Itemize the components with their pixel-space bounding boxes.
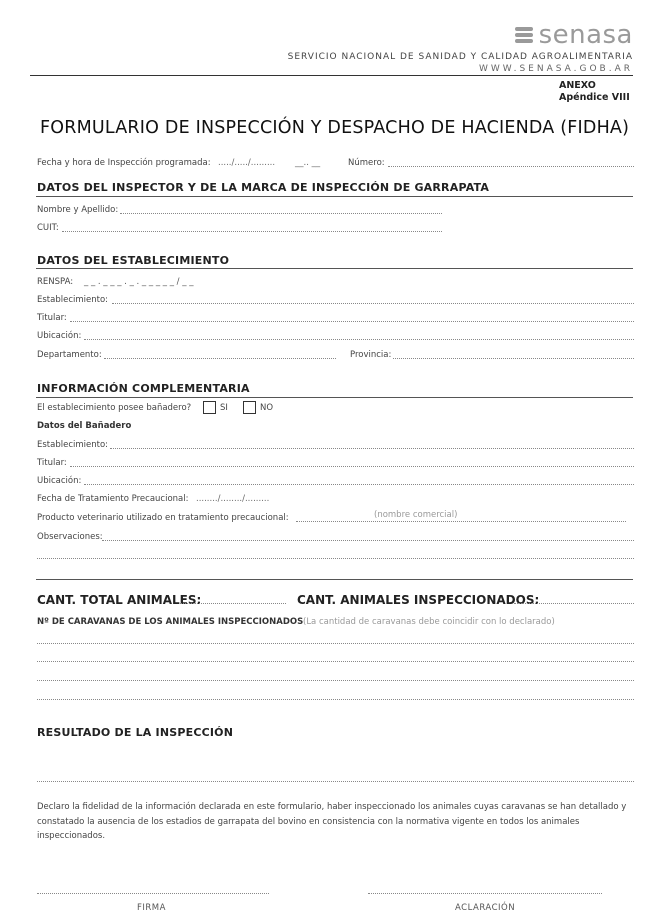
banadero-establishment-label: Establecimiento: — [37, 440, 109, 450]
number-label: Número: — [348, 158, 385, 168]
agency-name: SERVICIO NACIONAL DE SANIDAD Y CALIDAD AGROALIMENTARIA — [287, 52, 633, 62]
header-divider — [30, 75, 633, 76]
cuit-label: CUIT: — [37, 223, 59, 233]
caravanas-label: Nº DE CARAVANAS DE LOS ANIMALES INSPECCIONADOS — [37, 617, 304, 627]
titular-field[interactable] — [70, 321, 634, 322]
section-divider — [36, 268, 633, 269]
product-hint: (nombre comercial) — [374, 510, 458, 520]
section-divider — [36, 397, 633, 398]
banadero-establishment-field[interactable] — [110, 448, 634, 449]
name-label: Nombre y Apellido: — [37, 205, 119, 215]
establishment-label: Establecimiento: — [37, 295, 109, 305]
treatment-date-field[interactable]: ......../......../......... — [196, 494, 270, 504]
inspected-animals-field[interactable] — [514, 603, 634, 604]
aclaracion-field[interactable] — [368, 893, 602, 894]
annex-label — [559, 80, 630, 104]
logo-text: senasa — [538, 20, 633, 50]
si-checkbox[interactable] — [203, 401, 216, 414]
banadero-titular-field[interactable] — [70, 466, 634, 467]
complementary-section-heading: INFORMACIÓN COMPLEMENTARIA — [37, 382, 250, 395]
renspa-field[interactable]: _ _ . _ _ _ . _ . _ _ _ _ _ / _ _ — [84, 277, 194, 287]
product-label: Producto veterinario utilizado en tratamiento precaucional: — [37, 513, 289, 523]
cuit-field[interactable] — [62, 231, 442, 232]
product-field[interactable] — [296, 521, 626, 522]
ubicacion-label: Ubicación: — [37, 331, 82, 341]
observaciones-field[interactable] — [102, 540, 634, 541]
total-animals-label: CANT. TOTAL ANIMALES: — [37, 593, 202, 607]
time-field[interactable]: __.. __ — [295, 158, 321, 168]
provincia-field[interactable] — [393, 358, 634, 359]
provincia-label: Provincia: — [350, 350, 392, 360]
titular-label: Titular: — [37, 313, 67, 323]
section-divider — [36, 579, 633, 580]
option-si[interactable] — [203, 401, 228, 414]
appendix-text: Apéndice VIII — [559, 92, 630, 103]
senasa-logo-icon — [515, 26, 533, 44]
option-no[interactable] — [243, 401, 273, 414]
si-label: SI — [220, 403, 228, 413]
treatment-date-label: Fecha de Tratamiento Precaucional: — [37, 494, 189, 504]
observaciones-label: Observaciones: — [37, 532, 103, 542]
caravanas-line-2[interactable] — [37, 661, 634, 662]
senasa-logo — [515, 22, 633, 48]
caravanas-line-3[interactable] — [37, 680, 634, 681]
observaciones-field-line-2[interactable] — [37, 558, 634, 559]
section-divider — [36, 196, 633, 197]
firma-field[interactable] — [37, 893, 269, 894]
annex-text: ANEXO — [559, 80, 596, 91]
caravanas-hint: (La cantidad de caravanas debe coincidir con lo declarado) — [303, 617, 555, 627]
website: WWW.SENASA.GOB.AR — [478, 64, 633, 74]
banadero-ubicacion-field[interactable] — [84, 484, 634, 485]
no-checkbox[interactable] — [243, 401, 256, 414]
banadero-titular-label: Titular: — [37, 458, 67, 468]
date-field[interactable]: ...../...../......... — [218, 158, 276, 168]
caravanas-line-4[interactable] — [37, 699, 634, 700]
result-field[interactable] — [37, 781, 634, 782]
total-animals-field[interactable] — [180, 603, 286, 604]
establishment-field[interactable] — [112, 303, 634, 304]
banadero-subheading: Datos del Bañadero — [37, 421, 132, 431]
banadero-ubicacion-label: Ubicación: — [37, 476, 82, 486]
aclaracion-label: ACLARACIÓN — [455, 903, 516, 913]
departamento-field[interactable] — [104, 358, 336, 359]
declaration-text: Declaro la fidelidad de la información declarada en este formulario, haber inspeccionado los animales cuyas caravanas se han detallado y constatado la ausencia de los estadios de garrapata del bovino en consistencia con la normativa vigente en todos los animales inspeccionados. — [37, 802, 627, 841]
form-title: FORMULARIO DE INSPECCIÓN Y DESPACHO DE HACIENDA (FIDHA) — [40, 118, 630, 138]
result-section-heading: RESULTADO DE LA INSPECCIÓN — [37, 726, 234, 739]
banadero-question: El establecimiento posee bañadero? — [37, 403, 192, 413]
number-field[interactable] — [388, 166, 634, 167]
caravanas-line-1[interactable] — [37, 643, 634, 644]
name-field[interactable] — [120, 213, 442, 214]
firma-label: FIRMA — [137, 903, 166, 913]
departamento-label: Departamento: — [37, 350, 102, 360]
inspector-section-heading: DATOS DEL INSPECTOR Y DE LA MARCA DE INSPECCIÓN DE GARRAPATA — [37, 181, 490, 194]
establishment-section-heading: DATOS DEL ESTABLECIMIENTO — [37, 254, 230, 267]
renspa-label: RENSPA: — [37, 277, 74, 287]
date-label: Fecha y hora de Inspección programada: — [37, 158, 211, 168]
ubicacion-field[interactable] — [84, 339, 634, 340]
inspected-animals-label: CANT. ANIMALES INSPECCIONADOS: — [297, 593, 540, 607]
no-label: NO — [260, 403, 274, 413]
